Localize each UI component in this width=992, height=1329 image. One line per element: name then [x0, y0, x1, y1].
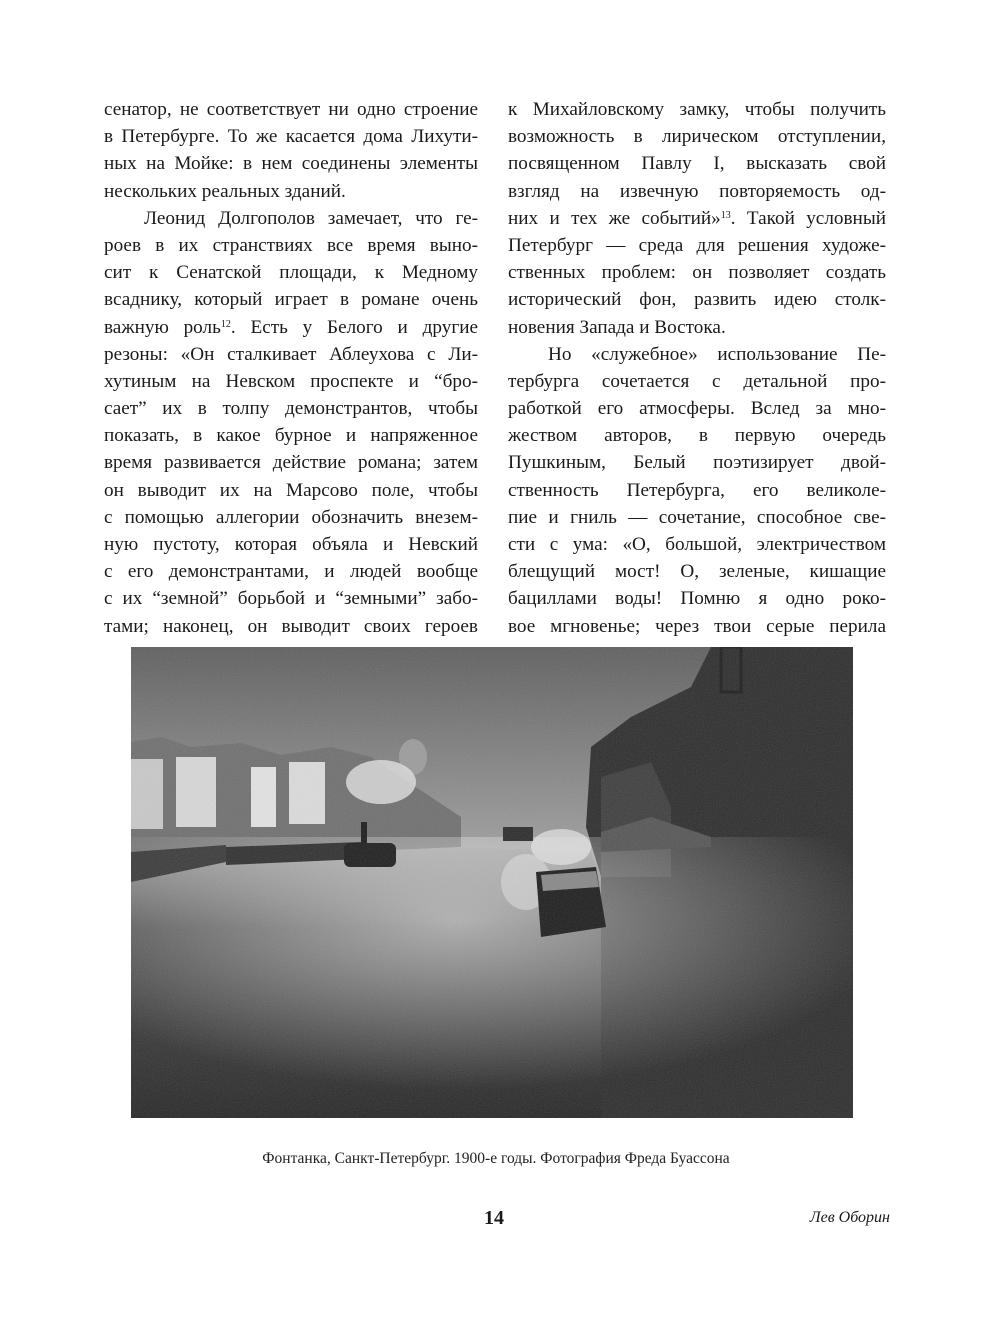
- page-number: 14: [484, 1207, 504, 1229]
- text-line: важную роль$^{12}$. Есть у Белого и другие: [104, 316, 478, 338]
- text-line: них и тех же событий»$^{13}$. Такой условный: [508, 207, 886, 229]
- right-column: [508, 96, 886, 640]
- text-line: возможность в лирическом отступлении,: [508, 126, 886, 148]
- text-line: нескольких реальных зданий.: [104, 180, 346, 202]
- text-line: с помощью аллегории обозначить внезем-: [104, 506, 478, 528]
- text-line: вое мгновенье; через твои серые перила: [508, 615, 886, 637]
- footnote-reference[interactable]: 12: [220, 318, 231, 330]
- text-line: взгляд на извечную повторяемость од-: [508, 180, 886, 202]
- text-line: исторический фон, развить идею столк-: [508, 289, 886, 311]
- text-line: сает” их в толпу демонстрантов, чтобы: [104, 398, 478, 420]
- text-line: ных на Мойке: в нем соединены элементы: [104, 153, 478, 175]
- text-line: в Петербурге. То же касается дома Лихути-: [104, 126, 478, 148]
- text-line: сит к Сенатской площади, к Медному: [104, 262, 478, 284]
- text-line: всаднику, который играет в романе очень: [104, 289, 478, 311]
- text-line: Но «служебное» использование Пе-: [548, 343, 886, 365]
- photo-illustration: [131, 647, 853, 1118]
- text-line: время развивается действие романа; затем: [104, 452, 478, 474]
- text-line: с его демонстрантами, и людей вообще: [104, 561, 478, 583]
- text-line: Пушкиным, Белый поэтизирует двой-: [508, 452, 886, 474]
- text-line: резоны: «Он сталкивает Аблеухова с Ли-: [104, 343, 478, 365]
- footnote-reference[interactable]: 13: [720, 209, 731, 221]
- text-line: сенатор, не соответствует ни одно строение: [104, 99, 478, 120]
- text-line: работкой его атмосферы. Вслед за мно-: [508, 398, 886, 420]
- text-line: Леонид Долгополов замечает, что ге-: [144, 207, 478, 229]
- running-head-author: Лев Оборин: [809, 1209, 890, 1226]
- text-line: он выводит их на Марсово поле, чтобы: [104, 479, 478, 501]
- text-line: ственность Петербурга, его великоле-: [508, 479, 886, 501]
- text-line: ную пустоту, которая объяла и Невский: [104, 534, 478, 555]
- text-line: новения Запада и Востока.: [508, 316, 726, 338]
- photo-caption: Фонтанка, Санкт-Петербург. 1900-е годы. Фотография Фреда Буассона: [262, 1150, 730, 1167]
- text-line: посвященном Павлу I, высказать свой: [508, 153, 886, 175]
- text-line: тами; наконец, он выводит своих героев: [104, 615, 478, 637]
- text-line: к Михайловскому замку, чтобы получить: [508, 99, 886, 120]
- text-line: сти с ума: «О, большой, электричеством: [508, 534, 886, 555]
- fontanka-photograph: [131, 647, 853, 1118]
- text-line: показать, в какое бурное и напряженное: [104, 425, 478, 447]
- text-line: роев в их странствиях все время выно-: [104, 234, 478, 256]
- text-line: тербурга сочетается с детальной про-: [508, 370, 886, 392]
- text-line: хутиным на Невском проспекте и “бро-: [104, 370, 478, 392]
- text-line: блещущий мост! О, зеленые, кишащие: [508, 561, 886, 583]
- text-line: Петербург — среда для решения художе-: [508, 234, 886, 256]
- text-line: с их “земной” борьбой и “земными” забо-: [104, 588, 478, 610]
- text-line: жеством авторов, в первую очередь: [508, 425, 886, 447]
- left-column: [104, 96, 478, 640]
- text-line: бациллами воды! Помню я одно роко-: [508, 588, 886, 610]
- text-line: ственных проблем: он позволяет создать: [508, 262, 886, 284]
- text-line: пие и гниль — сочетание, способное све-: [508, 506, 886, 528]
